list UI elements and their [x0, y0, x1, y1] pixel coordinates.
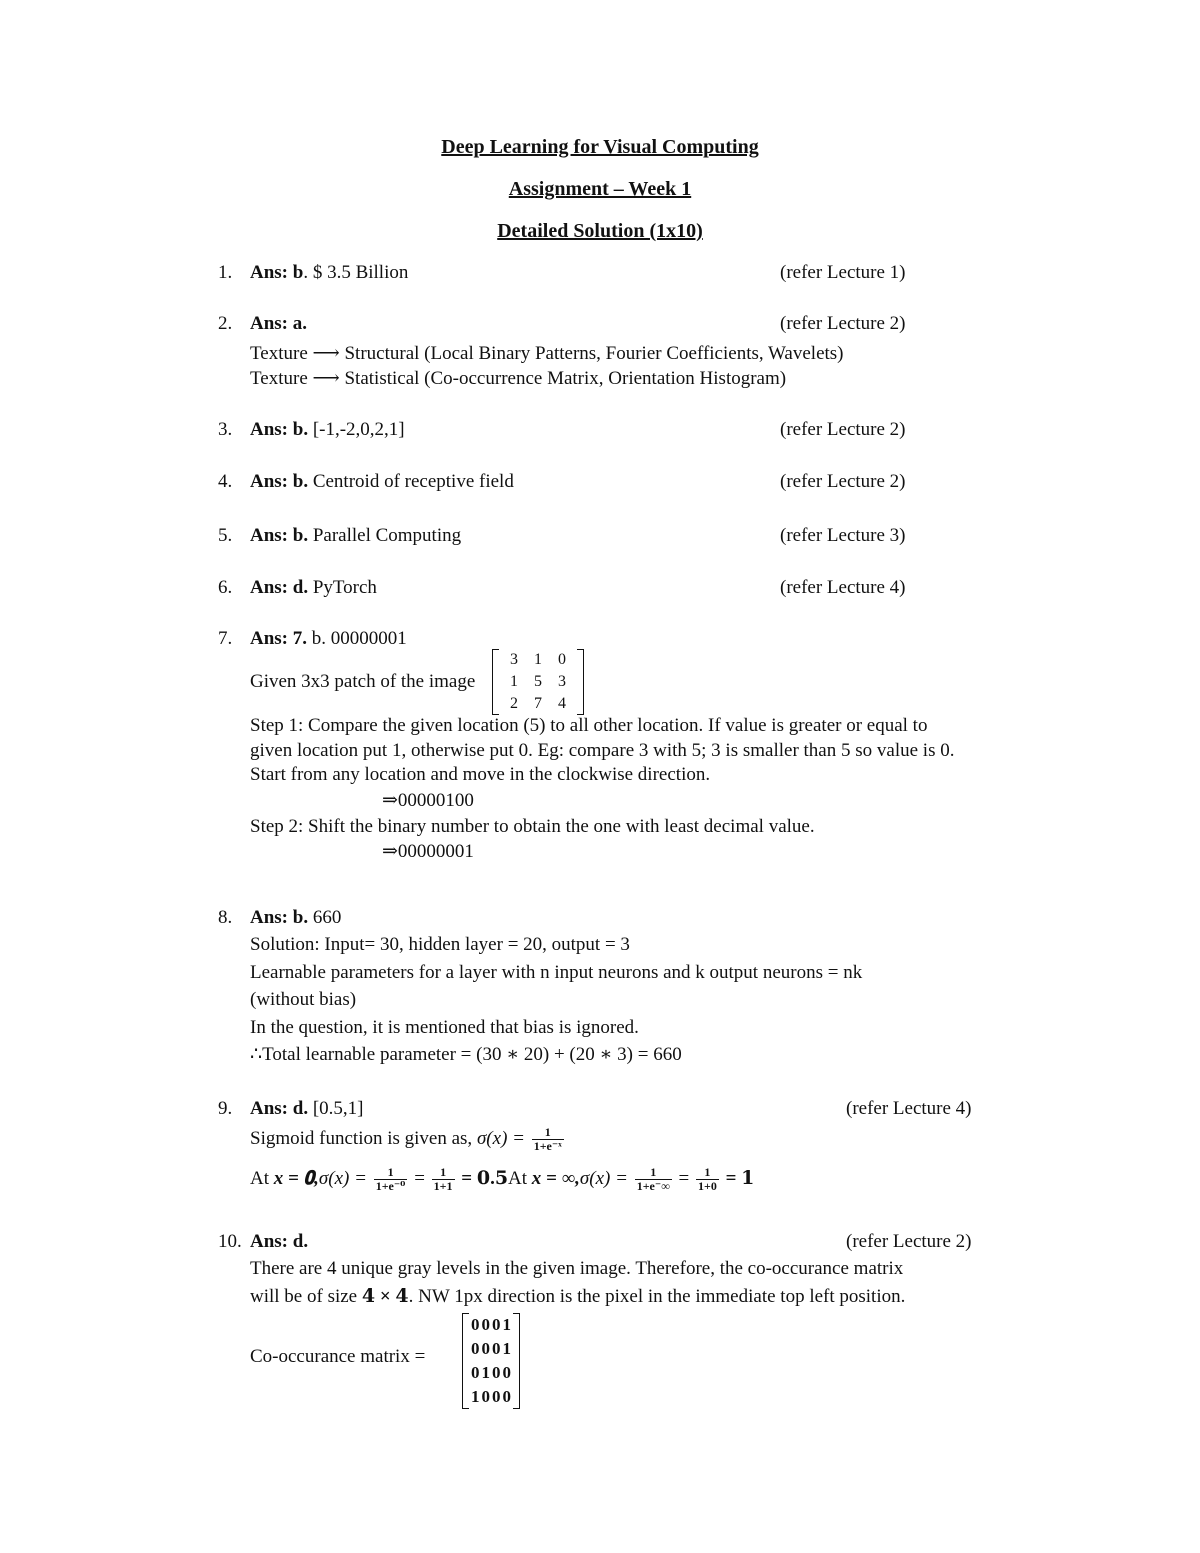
q1-answer [250, 261, 408, 285]
q6-answer [250, 576, 377, 600]
q7-ans-label: Ans: 7. [250, 628, 308, 649]
q2-line1: Texture ⟶ Structural (Local Binary Patterns, Fourier Coefficients, Wavelets) [250, 343, 844, 364]
matrix-cell: 1 [502, 1315, 511, 1334]
q6-ans-label: Ans: d. [250, 577, 309, 598]
q8-line4: In the question, it is mentioned that bias is ignored. [250, 1017, 639, 1038]
matrix-cell: 4 [558, 695, 566, 712]
q7-ans-text: b. 00000001 [307, 628, 407, 649]
fraction-numerator: 1 [432, 1166, 455, 1180]
q2-answer [250, 312, 307, 336]
matrix-cell: 0 [502, 1363, 511, 1382]
q4-number: 4. [218, 471, 233, 492]
q8-ans-text: 660 [308, 907, 342, 928]
q9-evaluation-line [250, 1166, 754, 1193]
q9-fraction-11 [432, 1166, 455, 1193]
q9-sigma-zero: σ(x) = [318, 1167, 367, 1189]
q3-number: 3. [218, 419, 233, 440]
q3-answer [250, 418, 405, 442]
q1-ans-label: Ans: b [250, 262, 304, 283]
q9-sigma-expr: σ(x) = [476, 1127, 525, 1149]
q1-ref: (refer Lecture 1) [780, 262, 906, 283]
fraction-denominator: 1+e⁻ˣ [533, 1139, 562, 1153]
q9-final: = 𝟏 [725, 1167, 755, 1189]
q10-line2 [250, 1285, 905, 1309]
q10-line2-b: . NW 1px direction is the pixel in the immediate top left position. [408, 1286, 906, 1307]
q9-sigma-inf: σ(x) = [579, 1167, 628, 1189]
q5-ans-text: Parallel Computing [308, 525, 462, 546]
q9-fraction-e0 [374, 1166, 408, 1193]
q10-ref: (refer Lecture 2) [846, 1231, 972, 1252]
document-heading: Detailed Solution (1x10) [497, 220, 703, 242]
matrix-cell: 5 [534, 673, 542, 690]
q5-ref: (refer Lecture 3) [780, 525, 906, 546]
matrix-cell: 0 [481, 1315, 490, 1334]
q5-ans-label: Ans: b. [250, 525, 309, 546]
matrix-cell: 0 [481, 1339, 490, 1358]
matrix-cell: 0 [502, 1387, 511, 1406]
matrix-cell: 0 [492, 1387, 501, 1406]
q3-ans-text: [-1,-2,0,2,1] [308, 419, 405, 440]
q9-half: = 𝟎.𝟓 [461, 1167, 509, 1189]
q7-step1-b: given location put 1, otherwise put 0. Eg: compare 3 with 5; 3 is smaller than 5 so value is 0. [250, 740, 955, 761]
q9-at-inf: At [508, 1167, 532, 1189]
q10-line1: There are 4 unique gray levels in the given image. Therefore, the co-occurance matrix [250, 1258, 904, 1279]
q5-number: 5. [218, 525, 233, 546]
q2-ans-label: Ans: a. [250, 313, 308, 334]
q9-x-inf: x = ∞, [531, 1167, 580, 1189]
matrix-cell: 0 [492, 1315, 501, 1334]
q4-ref: (refer Lecture 2) [780, 471, 906, 492]
q9-at-zero: At [250, 1167, 274, 1189]
q3-ref: (refer Lecture 2) [780, 419, 906, 440]
q9-sigmoid-line [250, 1126, 566, 1153]
q7-step1-c: Start from any location and move in the clockwise direction. [250, 764, 711, 785]
q3-ans-label: Ans: b. [250, 419, 309, 440]
q8-ans-label: Ans: b. [250, 907, 309, 928]
q10-cooccurrence-matrix [462, 1313, 520, 1409]
q9-ref: (refer Lecture 4) [846, 1098, 972, 1119]
document-subtitle: Assignment – Week 1 [508, 178, 692, 200]
q9-fraction-einf [635, 1166, 672, 1193]
q4-ans-text: Centroid of receptive field [308, 471, 514, 492]
q9-ans-text: [0.5,1] [308, 1098, 364, 1119]
matrix-cell: 1 [510, 673, 518, 690]
q10-size: 𝟒 × 𝟒 [361, 1286, 409, 1307]
q7-answer [250, 627, 407, 651]
fraction-denominator: 1+e⁻⁰ [375, 1179, 406, 1193]
q6-ref: (refer Lecture 4) [780, 577, 906, 598]
q9-ans-label: Ans: d. [250, 1098, 309, 1119]
q2-line2: Texture ⟶ Statistical (Co-occurrence Matrix, Orientation Histogram) [250, 368, 787, 389]
matrix-cell: 2 [510, 695, 518, 712]
matrix-cell: 0 [492, 1363, 501, 1382]
matrix-cell: 1 [502, 1339, 511, 1358]
q10-number: 10. [218, 1231, 242, 1252]
fraction-denominator: 1+0 [697, 1179, 717, 1193]
fraction-denominator: 1+1 [433, 1179, 453, 1193]
fraction-numerator: 1 [532, 1126, 564, 1140]
q4-answer [250, 470, 514, 494]
q7-step1-a: Step 1: Compare the given location (5) to all other location. If value is greater or equal to [250, 715, 928, 736]
q7-step2: Step 2: Shift the binary number to obtain the one with least decimal value. [250, 816, 815, 837]
q9-fraction-10 [696, 1166, 719, 1193]
q10-matrix-table [470, 1313, 512, 1409]
q2-ref: (refer Lecture 2) [780, 313, 906, 334]
q6-number: 6. [218, 577, 233, 598]
matrix-cell: 3 [510, 651, 518, 668]
matrix-cell: 3 [558, 673, 566, 690]
q9-equals: = [414, 1167, 425, 1189]
fraction-denominator: 1+e⁻∞ [636, 1179, 670, 1193]
q9-x-zero: x = 𝟎, [273, 1167, 319, 1189]
q8-line2: Learnable parameters for a layer with n input neurons and k output neurons = nk [250, 962, 863, 983]
q10-line2-a: will be of size [250, 1286, 362, 1307]
q9-answer [250, 1097, 363, 1121]
matrix-right-bracket [577, 649, 584, 715]
q7-number: 7. [218, 628, 233, 649]
matrix-cell: 7 [534, 695, 542, 712]
q2-number: 2. [218, 313, 233, 334]
q6-ans-text: PyTorch [308, 577, 377, 598]
q10-ans-label: Ans: d. [250, 1231, 309, 1252]
matrix-cell: 0 [471, 1339, 480, 1358]
matrix-left-bracket [462, 1313, 469, 1409]
q1-ans-text: . $ 3.5 Billion [303, 262, 409, 283]
fraction-numerator: 1 [696, 1166, 719, 1180]
matrix-cell: 1 [534, 651, 542, 668]
q9-equals-2: = [678, 1167, 690, 1189]
matrix-cell: 1 [481, 1363, 490, 1382]
q8-number: 8. [218, 907, 233, 928]
q1-number: 1. [218, 262, 233, 283]
q10-matrix-label: Co-occurance matrix = [250, 1346, 426, 1367]
q9-sigmoid-text: Sigmoid function is given as, [250, 1127, 477, 1149]
q8-answer [250, 906, 341, 930]
fraction-numerator: 1 [374, 1166, 408, 1180]
matrix-cell: 0 [471, 1315, 480, 1334]
q5-answer [250, 524, 461, 548]
matrix-cell: 0 [492, 1339, 501, 1358]
matrix-cell: 0 [471, 1363, 480, 1382]
q7-result2: ⇒00000001 [382, 841, 474, 862]
matrix-right-bracket [513, 1313, 520, 1409]
q9-sigmoid-fraction [532, 1126, 564, 1153]
q4-ans-label: Ans: b. [250, 471, 309, 492]
q7-given: Given 3x3 patch of the image [250, 671, 476, 692]
q9-number: 9. [218, 1098, 233, 1119]
q8-line5: ∴Total learnable parameter = (30 ∗ 20) + (20 ∗ 3) = 660 [250, 1044, 682, 1065]
q8-line1: Solution: Input= 30, hidden layer = 20, output = 3 [250, 934, 630, 955]
matrix-cell: 0 [481, 1387, 490, 1406]
matrix-cell: 1 [471, 1387, 480, 1406]
matrix-left-bracket [492, 649, 499, 715]
document-title: Deep Learning for Visual Computing [441, 136, 759, 158]
q10-answer [250, 1230, 308, 1254]
q7-patch-matrix [492, 649, 584, 715]
q7-result1: ⇒00000100 [382, 790, 474, 811]
matrix-cell: 0 [558, 651, 566, 668]
q7-matrix-table [502, 649, 574, 715]
q8-line3: (without bias) [250, 989, 357, 1010]
fraction-numerator: 1 [635, 1166, 672, 1180]
